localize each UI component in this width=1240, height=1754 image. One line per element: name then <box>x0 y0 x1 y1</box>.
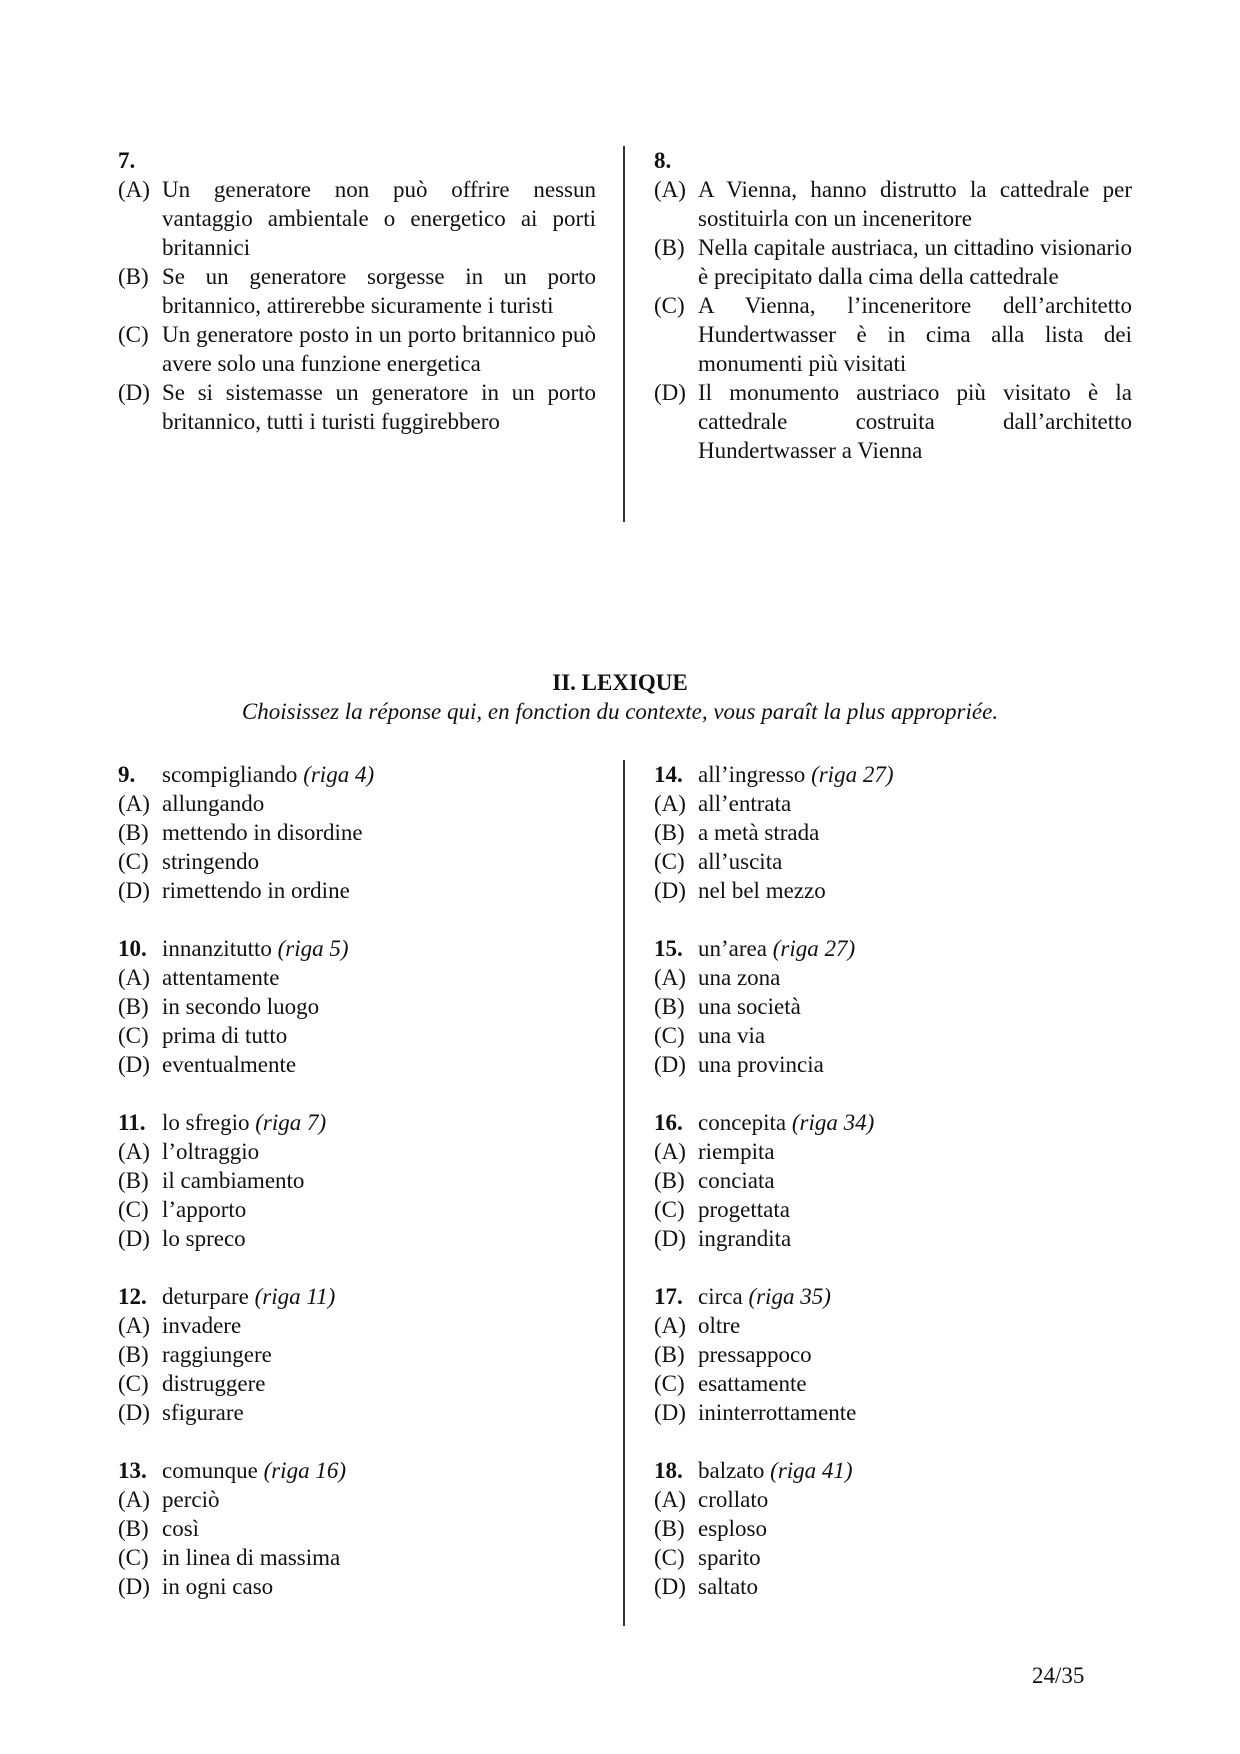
option-text: l’apporto <box>162 1197 247 1222</box>
option-a <box>118 1311 596 1340</box>
option-label: (D) <box>118 1052 150 1077</box>
option-text: perciò <box>162 1487 220 1512</box>
section-instruction: Choisissez la réponse qui, en fonction du contexte, vous paraît la plus appropriée. <box>241 699 999 724</box>
option-b <box>654 1340 1132 1369</box>
option-text: nel bel mezzo <box>698 878 826 903</box>
option-label: (B) <box>118 820 149 845</box>
question-number: 11. <box>118 1110 146 1135</box>
question-number: 13. <box>118 1458 147 1483</box>
option-label: (C) <box>654 1371 685 1396</box>
option-d <box>654 1572 1132 1601</box>
question-header <box>654 1282 1132 1311</box>
option-text: raggiungere <box>162 1342 272 1367</box>
option-a <box>654 789 1132 818</box>
option-label: (B) <box>654 994 685 1019</box>
option-text: saltato <box>698 1574 759 1599</box>
option-text: allungando <box>162 791 265 816</box>
question-word: concepita <box>698 1110 787 1135</box>
option-c <box>118 847 596 876</box>
question-header <box>118 1108 596 1137</box>
option-text: una zona <box>698 965 781 990</box>
option-a <box>118 963 596 992</box>
option-label: (A) <box>118 791 150 816</box>
option-text: in linea di massima <box>162 1545 341 1570</box>
question-word: scompigliando <box>162 762 298 787</box>
option-label: (B) <box>118 1342 149 1367</box>
line-reference: (riga 41) <box>770 1458 853 1483</box>
option-d: (D) Se si sistemasse un generatore in un porto britannico, tutti i turisti fuggirebbero <box>118 380 596 434</box>
option-text: lo spreco <box>162 1226 246 1251</box>
line-reference: (riga 5) <box>277 936 349 961</box>
option-label: (D) <box>654 878 686 903</box>
option-label: (C) <box>654 1023 685 1048</box>
option-text: stringendo <box>162 849 260 874</box>
lexique-question <box>654 934 1132 1079</box>
option-c <box>654 1369 1132 1398</box>
option-text: rimettendo in ordine <box>162 878 350 903</box>
option-a <box>118 1485 596 1514</box>
option-c: (C) Un generatore posto in un porto britannico può avere solo una funzione energetica <box>118 322 596 376</box>
question-number: 18. <box>654 1458 683 1483</box>
option-c <box>118 1543 596 1572</box>
option-label: (B) <box>654 1342 685 1367</box>
line-reference: (riga 4) <box>303 762 375 787</box>
option-text: una provincia <box>698 1052 824 1077</box>
column-divider <box>623 760 625 1626</box>
question-header <box>118 760 596 789</box>
option-text: il cambiamento <box>162 1168 305 1193</box>
lexique-question <box>654 1108 1132 1253</box>
option-d <box>654 1398 1132 1427</box>
option-label: (D) <box>118 878 150 903</box>
option-text: all’entrata <box>698 791 792 816</box>
option-c <box>118 1369 596 1398</box>
lexique-right-column <box>654 760 1132 1630</box>
lexique-question <box>654 1282 1132 1427</box>
question-word: all’ingresso <box>698 762 806 787</box>
option-text: una via <box>698 1023 766 1048</box>
lexique-question <box>118 760 596 905</box>
option-text: attentamente <box>162 965 280 990</box>
option-label: (A) <box>654 1487 686 1512</box>
option-text: una società <box>698 994 801 1019</box>
option-a <box>654 963 1132 992</box>
option-d: (D) Il monumento austriaco più visitato è la cattedrale costruita dall’architetto Hundertwasser a Vienna <box>654 380 1132 463</box>
lexique-left-column <box>118 760 596 1630</box>
option-b <box>118 1340 596 1369</box>
option-label: (B) <box>654 820 685 845</box>
option-text: ingrandita <box>698 1226 792 1251</box>
line-reference: (riga 27) <box>811 762 894 787</box>
option-label: (C) <box>654 1545 685 1570</box>
question-word: deturpare <box>162 1284 249 1309</box>
option-b <box>118 818 596 847</box>
option-label: (A) <box>654 791 686 816</box>
column-divider <box>623 146 625 522</box>
option-c <box>118 1021 596 1050</box>
option-label: (A) <box>118 1487 150 1512</box>
question-word: lo sfregio <box>162 1110 250 1135</box>
question-header <box>654 1456 1132 1485</box>
option-label: (B) <box>118 1516 149 1541</box>
lexique-question <box>118 1456 596 1601</box>
option-a <box>654 1311 1132 1340</box>
line-reference: (riga 7) <box>255 1110 327 1135</box>
option-label: (D) <box>118 1574 150 1599</box>
section-title: II. LEXIQUE <box>552 670 688 695</box>
option-b <box>654 992 1132 1021</box>
option-label: (C) <box>118 1545 149 1570</box>
option-label: (A) <box>654 965 686 990</box>
option-b <box>654 1166 1132 1195</box>
question-word: innanzitutto <box>162 936 272 961</box>
option-label: (C) <box>654 849 685 874</box>
option-b: (B) Se un generatore sorgesse in un porto britannico, attirerebbe sicuramente i turisti <box>118 264 596 318</box>
question-header <box>118 934 596 963</box>
option-label: (D) <box>654 1574 686 1599</box>
option-d <box>118 876 596 905</box>
option-b <box>118 1166 596 1195</box>
option-b <box>654 1514 1132 1543</box>
option-text: sfigurare <box>162 1400 244 1425</box>
question-number: 12. <box>118 1284 147 1309</box>
option-d <box>118 1398 596 1427</box>
option-text: conciata <box>698 1168 775 1193</box>
lexique-question <box>118 934 596 1079</box>
question-header <box>654 760 1132 789</box>
page-number: 24/35 <box>1032 1663 1085 1688</box>
option-label: (B) <box>654 1516 685 1541</box>
option-a: (A) Un generatore non può offrire nessun vantaggio ambientale o energetico ai porti britannici <box>118 177 596 260</box>
question-number: 14. <box>654 762 683 787</box>
question-number: 10. <box>118 936 147 961</box>
question-8 <box>654 146 1132 465</box>
line-reference: (riga 35) <box>748 1284 831 1309</box>
question-number: 16. <box>654 1110 683 1135</box>
option-label: (D) <box>654 1226 686 1251</box>
option-text: ininterrottamente <box>698 1400 857 1425</box>
option-label: (D) <box>118 1400 150 1425</box>
option-text: mettendo in disordine <box>162 820 363 845</box>
option-text: prima di tutto <box>162 1023 288 1048</box>
option-label: (A) <box>118 1313 150 1338</box>
question-word: balzato <box>698 1458 765 1483</box>
option-a <box>654 1485 1132 1514</box>
option-label: (A) <box>118 965 150 990</box>
option-b: (B) Nella capitale austriaca, un cittadino visionario è precipitato dalla cima della cattedrale <box>654 235 1132 289</box>
option-a <box>654 1137 1132 1166</box>
option-label: (D) <box>654 1400 686 1425</box>
lexique-question <box>118 1108 596 1253</box>
option-b <box>654 818 1132 847</box>
option-label: (C) <box>118 1197 149 1222</box>
question-number: 9. <box>118 762 136 787</box>
option-c <box>654 847 1132 876</box>
option-text: l’oltraggio <box>162 1139 260 1164</box>
line-reference: (riga 11) <box>254 1284 336 1309</box>
option-d <box>118 1224 596 1253</box>
option-text: invadere <box>162 1313 242 1338</box>
question-header <box>118 1282 596 1311</box>
option-text: oltre <box>698 1313 741 1338</box>
option-c <box>118 1195 596 1224</box>
option-label: (B) <box>654 1168 685 1193</box>
option-label: (C) <box>118 849 149 874</box>
option-label: (A) <box>118 1139 150 1164</box>
option-text: esattamente <box>698 1371 807 1396</box>
option-c <box>654 1021 1132 1050</box>
question-number: 7. <box>118 148 136 173</box>
option-label: (B) <box>118 1168 149 1193</box>
question-number: 15. <box>654 936 683 961</box>
option-text: crollato <box>698 1487 769 1512</box>
question-word: comunque <box>162 1458 258 1483</box>
option-label: (C) <box>118 1023 149 1048</box>
option-c <box>654 1195 1132 1224</box>
option-label: (A) <box>654 1139 686 1164</box>
option-text: a metà strada <box>698 820 820 845</box>
option-label: (D) <box>118 1226 150 1251</box>
option-text: così <box>162 1516 200 1541</box>
option-text: sparito <box>698 1545 761 1570</box>
option-a <box>118 1137 596 1166</box>
option-c: (C) A Vienna, l’inceneritore dell’architetto Hundertwasser è in cima alla lista dei monumenti più visitati <box>654 293 1132 376</box>
option-b <box>118 1514 596 1543</box>
line-reference: (riga 16) <box>263 1458 346 1483</box>
option-a <box>118 789 596 818</box>
option-text: riempita <box>698 1139 775 1164</box>
option-text: in ogni caso <box>162 1574 274 1599</box>
option-label: (B) <box>118 994 149 1019</box>
question-number: 17. <box>654 1284 683 1309</box>
option-text: distruggere <box>162 1371 266 1396</box>
option-d <box>654 1050 1132 1079</box>
option-text: in secondo luogo <box>162 994 320 1019</box>
question-word: un’area <box>698 936 767 961</box>
option-d <box>118 1572 596 1601</box>
question-header <box>118 1456 596 1485</box>
question-header <box>654 934 1132 963</box>
line-reference: (riga 27) <box>772 936 856 961</box>
option-label: (A) <box>654 1313 686 1338</box>
option-label: (C) <box>118 1371 149 1396</box>
section-heading <box>0 668 1240 726</box>
option-label: (C) <box>654 1197 685 1222</box>
lexique-question <box>654 760 1132 905</box>
line-reference: (riga 34) <box>791 1110 875 1135</box>
question-7 <box>118 146 596 436</box>
option-d <box>118 1050 596 1079</box>
lexique-question <box>654 1456 1132 1601</box>
lexique-question <box>118 1282 596 1427</box>
question-word: circa <box>698 1284 743 1309</box>
option-b <box>118 992 596 1021</box>
question-number: 8. <box>654 148 672 173</box>
option-text: pressappoco <box>698 1342 812 1367</box>
question-header <box>654 1108 1132 1137</box>
option-text: all’uscita <box>698 849 783 874</box>
option-text: progettata <box>698 1197 790 1222</box>
option-d <box>654 876 1132 905</box>
option-text: eventualmente <box>162 1052 297 1077</box>
option-c <box>654 1543 1132 1572</box>
option-text: esploso <box>698 1516 767 1541</box>
option-d <box>654 1224 1132 1253</box>
option-label: (D) <box>654 1052 686 1077</box>
option-a: (A) A Vienna, hanno distrutto la cattedrale per sostituirla con un inceneritore <box>654 177 1132 231</box>
